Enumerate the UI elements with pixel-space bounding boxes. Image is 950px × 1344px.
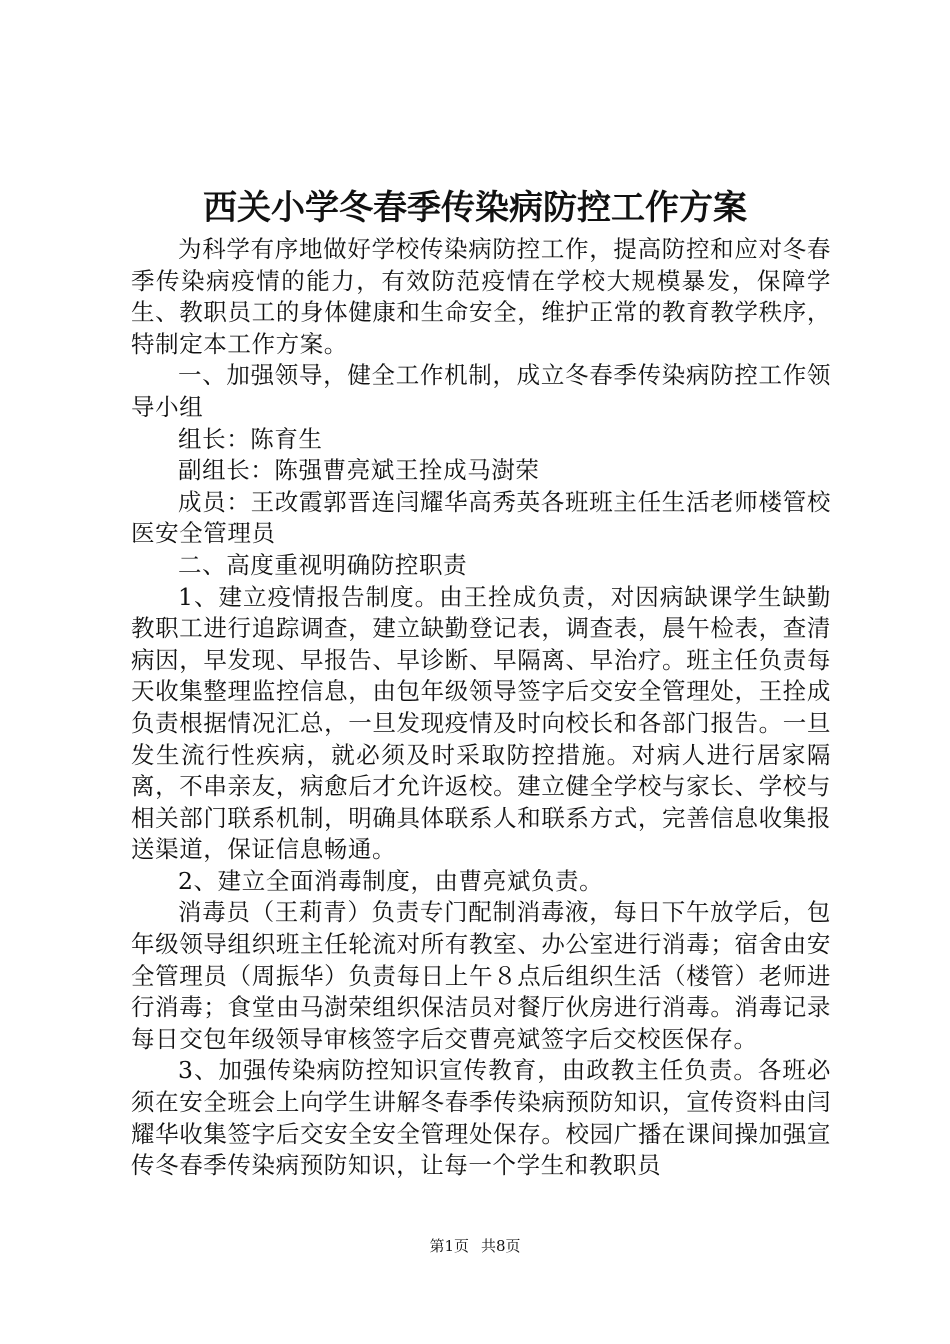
page-number: 第1页: [429, 1237, 469, 1255]
paragraph-disinfection-system: 2、建立全面消毒制度，由曹亮斌负责。: [178, 866, 604, 895]
paragraph-section-2-heading: 二、高度重视明确防控职责: [178, 550, 468, 579]
document-title: 西关小学冬春季传染病防控工作方案: [203, 188, 747, 228]
paragraph-members: 成员：王改霞郭晋连闫耀华高秀英各班班主任生活老师楼管校医安全管理员: [131, 487, 831, 548]
page-footer: [0, 1236, 950, 1256]
paragraph-intro: 为科学有序地做好学校传染病防控工作，提高防控和应对冬春季传染病疫情的能力，有效防范疫情在学校大规模暴发，保障学生、教职员工的身体健康和生命安全，维护正常的教育教学秩序，特制定本工作方案。: [131, 235, 831, 358]
page-total: 共8页: [481, 1237, 521, 1255]
document-body: [131, 234, 831, 1182]
paragraph-deputy-leaders: 副组长：陈强曹亮斌王拴成马澍荣: [178, 456, 540, 485]
paragraph-team-leader: 组长：陈育生: [178, 424, 323, 453]
paragraph-disinfection-details: 消毒员（王莉青）负责专门配制消毒液，每日下午放学后，包年级领导组织班主任轮流对所有教室、办公室进行消毒；宿舍由安全管理员（周振华）负责每日上午８点后组织生活（楼管）老师进行消毒；食堂由马澍荣组织保洁员对餐厅伙房进行消毒。消毒记录每日交包年级领导审核签字后交曹亮斌签字后交校医保存。: [131, 898, 831, 1053]
paragraph-reporting-system: 1、建立疫情报告制度。由王拴成负责，对因病缺课学生缺勤教职工进行追踪调查，建立缺勤登记表，调查表，晨午检表，查清病因，早发现、早报告、早诊断、早隔离、早治疗。班主任负责每天收集整理监控信息，由包年级领导签字后交安全管理处，王拴成负责根据情况汇总，一旦发现疫情及时向校长和各部门报告。一旦发生流行性疾病，就必须及时采取防控措施。对病人进行居家隔离，不串亲友，病愈后才允许返校。建立健全学校与家长、学校与相关部门联系机制，明确具体联系人和联系方式，完善信息收集报送渠道，保证信息畅通。: [131, 582, 831, 864]
paragraph-education: 3、加强传染病防控知识宣传教育，由政教主任负责。各班必须在安全班会上向学生讲解冬春季传染病预防知识，宣传资料由闫耀华收集签字后交安全安全管理处保存。校园广播在课间操加强宣传冬春季传染病预防知识，让每一个学生和教职员: [131, 1056, 831, 1180]
paragraph-section-1-heading: 一、加强领导，健全工作机制，成立冬春季传染病防控工作领导小组: [131, 361, 831, 421]
